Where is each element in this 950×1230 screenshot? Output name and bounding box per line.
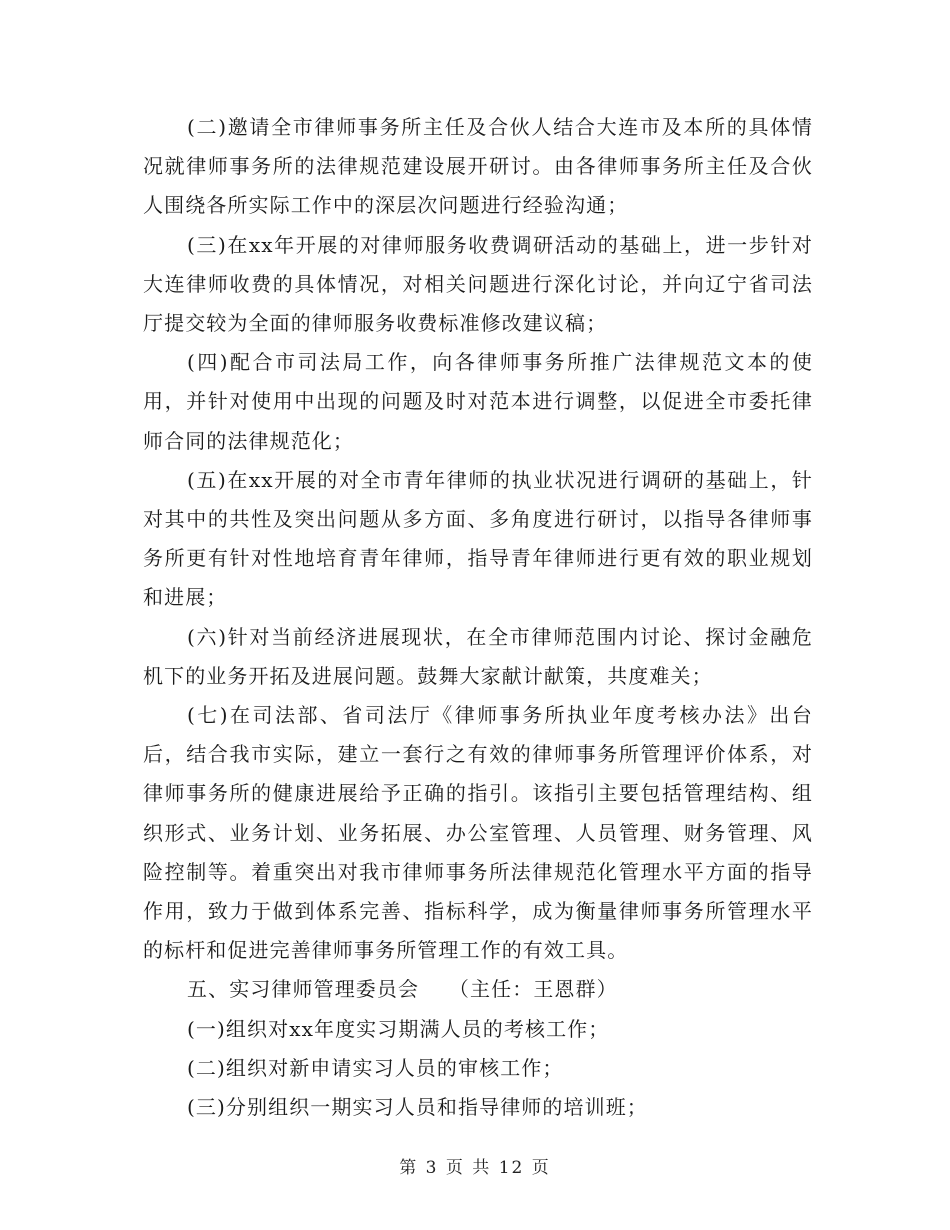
paragraph-item-4: (四)配合市司法局工作，向各律师事务所推广法律规范文本的使用，并针对使用中出现的问题及时对范本进行调整，以促进全市委托律师合同的法律规范化； bbox=[143, 350, 813, 453]
paragraph-item-7: (七)在司法部、省司法厅《律师事务所执业年度考核办法》出台后，结合我市实际，建立一套行之有效的律师事务所管理评价体系，对律师事务所的健康进展给予正确的指引。该指引主要包括管理结构、组织形式、业务计划、业务拓展、办公室管理、人员管理、财务管理、风险控制等。着重突出对我市律师事务所法律规范化管理水平方面的指导作用，致力于做到体系完善、指标科学，成为衡量律师事务所管理水平的标杆和促进完善律师事务所管理工作的有效工具。 bbox=[143, 703, 813, 963]
section-item-2: (二)组织对新申请实习人员的审核工作； bbox=[187, 1055, 564, 1080]
paragraph-item-6: (六)针对当前经济进展现状，在全市律师范围内讨论、探讨金融危机下的业务开拓及进展问题。鼓舞大家献计献策，共度难关； bbox=[143, 624, 813, 688]
paragraph-item-5: (五)在xx开展的对全市青年律师的执业状况进行调研的基础上，针对其中的共性及突出问题从多方面、多角度进行研讨，以指导各律师事务所更有针对性地培育青年律师，指导青年律师进行更有效的职业规划和进展； bbox=[143, 467, 813, 610]
section-item-3: (三)分别组织一期实习人员和指导律师的培训班； bbox=[187, 1095, 648, 1120]
page-number-footer: 第 3 页 共 12 页 bbox=[399, 1158, 551, 1178]
paragraph-item-2: (二)邀请全市律师事务所主任及合伙人结合大连市及本所的具体情况就律师事务所的法律规范建设展开研讨。由各律师事务所主任及合伙人围绕各所实际工作中的深层次问题进行经验沟通； bbox=[143, 115, 813, 218]
section-heading: 五、实习律师管理委员会 （主任：王恩群） bbox=[187, 977, 618, 1002]
document-body bbox=[143, 108, 813, 1127]
paragraph-item-3: (三)在xx年开展的对律师服务收费调研活动的基础上，进一步针对大连律师收费的具体情况，对相关问题进行深化讨论，并向辽宁省司法厅提交较为全面的律师服务收费标准修改建议稿； bbox=[143, 232, 813, 336]
section-item-1: (一)组织对xx年度实习期满人员的考核工作； bbox=[187, 1016, 610, 1041]
